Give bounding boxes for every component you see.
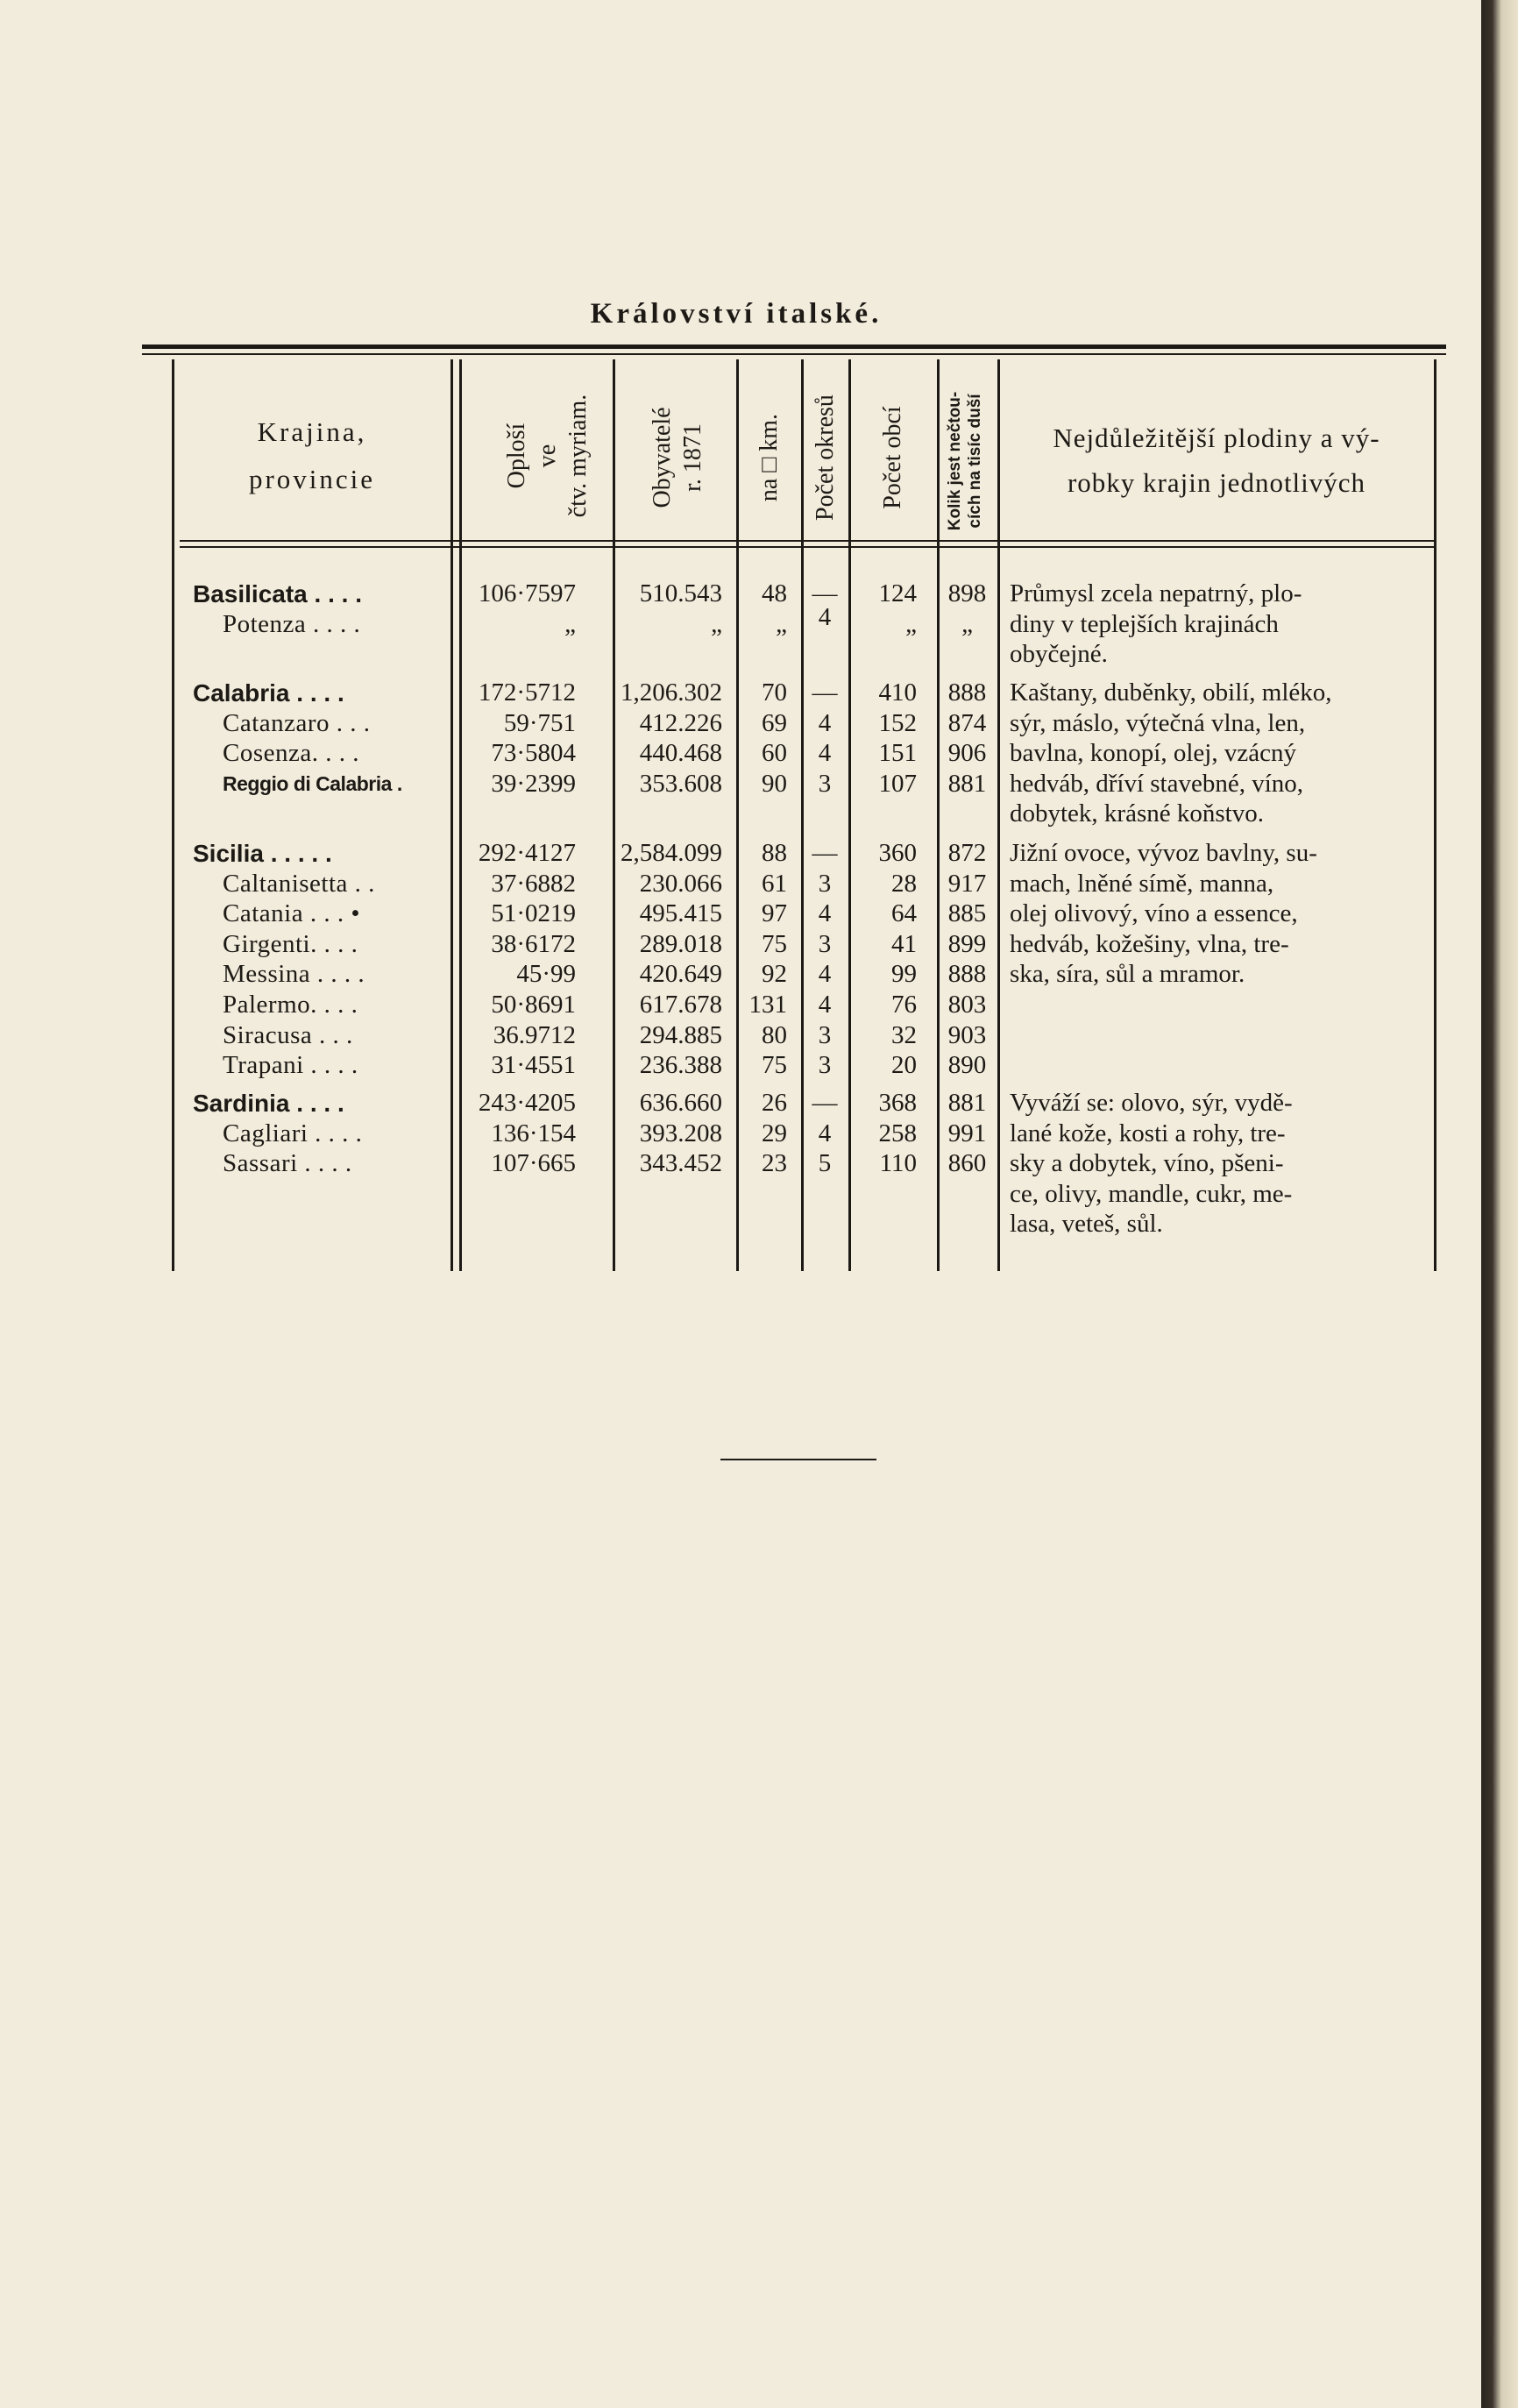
description-line: Kaštany, duběnky, obilí, mléko, bbox=[1010, 678, 1332, 707]
cell-municipalities: 99 bbox=[891, 960, 917, 989]
cell-population: 393.208 bbox=[639, 1119, 722, 1147]
cell-area: 292·4127 bbox=[478, 839, 576, 867]
province-name: Cosenza. . . . bbox=[223, 739, 359, 768]
description-line: ska, síra, sůl a mramor. bbox=[1010, 960, 1245, 988]
cell-area: 59·751 bbox=[503, 708, 576, 737]
cell-population: 230.066 bbox=[639, 869, 722, 898]
cell-area: „ bbox=[564, 609, 576, 638]
region-name: Basilicata . . . . bbox=[193, 580, 362, 607]
cell-illiterate: 888 bbox=[947, 678, 987, 707]
cell-area: 36.9712 bbox=[493, 1020, 576, 1049]
description-line: diny v teplejších krajinách bbox=[1010, 609, 1279, 638]
cell-population: 636.660 bbox=[639, 1089, 722, 1117]
header-population-line1: Obyvatelé bbox=[649, 407, 676, 508]
column-divider bbox=[450, 359, 453, 1271]
cell-density: 69 bbox=[762, 708, 787, 737]
cell-population: „ bbox=[711, 609, 722, 638]
column-divider bbox=[1434, 359, 1436, 1271]
description-line: mach, lněné símě, manna, bbox=[1010, 869, 1274, 898]
header-products-line1: Nejdůležitější plodiny a vý- bbox=[1053, 422, 1380, 453]
cell-density: 75 bbox=[762, 929, 787, 958]
cell-districts: 4 bbox=[818, 960, 832, 989]
cell-districts: 4 bbox=[818, 1119, 832, 1147]
cell-municipalities: 152 bbox=[878, 708, 917, 737]
cell-density: 75 bbox=[762, 1051, 787, 1080]
cell-area: 45·99 bbox=[516, 960, 576, 989]
cell-illiterate: 903 bbox=[947, 1020, 987, 1049]
cell-municipalities: 64 bbox=[891, 899, 917, 928]
cell-municipalities: 107 bbox=[878, 769, 917, 798]
cell-population: 412.226 bbox=[639, 708, 722, 737]
region-name: Sardinia . . . . bbox=[193, 1090, 344, 1117]
description-line: Průmysl zcela nepatrný, plo- bbox=[1010, 579, 1302, 607]
cell-districts: 3 bbox=[818, 769, 832, 798]
cell-area: 38·6172 bbox=[491, 929, 576, 958]
cell-municipalities: 360 bbox=[878, 839, 917, 867]
cell-population: 617.678 bbox=[639, 991, 722, 1019]
cell-density: 70 bbox=[762, 678, 787, 707]
cell-districts: 3 bbox=[818, 1051, 832, 1080]
cell-area: 136·154 bbox=[491, 1119, 576, 1147]
cell-population: 1,206.302 bbox=[621, 678, 722, 707]
cell-density: 48 bbox=[762, 579, 787, 607]
products-description bbox=[1010, 1088, 1429, 1240]
cell-districts: — bbox=[812, 579, 838, 607]
province-name: Catanzaro . . . bbox=[223, 708, 371, 737]
cell-municipalities: 76 bbox=[891, 991, 917, 1019]
cell-density: 88 bbox=[762, 839, 787, 867]
cell-illiterate: 874 bbox=[947, 708, 987, 737]
header-products-line2: robky krajin jednotlivých bbox=[1067, 467, 1366, 498]
description-line: ce, olivy, mandle, cukr, me- bbox=[1010, 1179, 1293, 1208]
cell-illiterate: 885 bbox=[947, 899, 987, 928]
cell-municipalities: 41 bbox=[891, 929, 917, 958]
header-area bbox=[501, 368, 592, 543]
description-line: lané kože, kosti a rohy, tre- bbox=[1010, 1119, 1286, 1147]
description-line: bavlna, konopí, olej, vzácný bbox=[1010, 739, 1296, 767]
cell-illiterate: 881 bbox=[947, 769, 987, 798]
cell-density: 60 bbox=[762, 739, 787, 768]
cell-population: 289.018 bbox=[639, 929, 722, 958]
cell-districts: — bbox=[812, 678, 838, 707]
cell-illiterate: 860 bbox=[947, 1149, 987, 1178]
products-description bbox=[1010, 579, 1429, 670]
cell-illiterate: 888 bbox=[947, 960, 987, 989]
province-name: Catania . . . • bbox=[223, 899, 360, 928]
cell-districts: 4 bbox=[818, 602, 832, 631]
cell-municipalities: 258 bbox=[878, 1119, 917, 1147]
cell-area: 50·8691 bbox=[491, 991, 576, 1019]
description-line: hedváb, kožešiny, vlna, tre- bbox=[1010, 929, 1289, 958]
cell-districts: — bbox=[812, 839, 838, 867]
end-rule bbox=[720, 1459, 876, 1460]
header-region-line1: Krajina, bbox=[257, 416, 367, 447]
cell-municipalities: „ bbox=[905, 609, 917, 638]
header-municipalities-text: Počet obcí bbox=[879, 406, 906, 509]
cell-municipalities: 110 bbox=[879, 1149, 917, 1178]
description-line: hedváb, dříví stavebné, víno, bbox=[1010, 769, 1304, 798]
cell-districts: 3 bbox=[818, 929, 832, 958]
province-name: Palermo. . . . bbox=[223, 991, 358, 1019]
header-rule-2 bbox=[180, 546, 1435, 548]
cell-municipalities: 124 bbox=[878, 579, 917, 607]
header-population-line2: r. 1871 bbox=[679, 423, 706, 492]
cell-municipalities: 368 bbox=[878, 1089, 917, 1117]
cell-density: 97 bbox=[762, 899, 787, 928]
cell-density: 26 bbox=[762, 1089, 787, 1117]
cell-area: 73·5804 bbox=[491, 739, 576, 768]
cell-population: 510.543 bbox=[639, 579, 722, 607]
header-region-line2: provincie bbox=[248, 464, 376, 494]
column-divider bbox=[172, 359, 174, 1271]
cell-density: „ bbox=[776, 609, 787, 638]
province-name: Siracusa . . . bbox=[223, 1020, 353, 1049]
cell-density: 92 bbox=[762, 960, 787, 989]
cell-population: 2,584.099 bbox=[621, 839, 722, 867]
cell-illiterate: 991 bbox=[947, 1119, 987, 1147]
region-name: Calabria . . . . bbox=[193, 679, 344, 707]
cell-population: 440.468 bbox=[639, 739, 722, 768]
province-name: Cagliari . . . . bbox=[223, 1119, 363, 1147]
cell-illiterate: 906 bbox=[947, 739, 987, 768]
cell-illiterate: 899 bbox=[947, 929, 987, 958]
cell-density: 131 bbox=[748, 991, 787, 1019]
cell-population: 294.885 bbox=[639, 1020, 722, 1049]
cell-population: 353.608 bbox=[639, 769, 722, 798]
column-divider bbox=[997, 359, 1000, 1271]
cell-districts: 5 bbox=[818, 1149, 832, 1178]
header-illiterate bbox=[946, 373, 988, 549]
header-illiterate-line1: Kolik jest nečtou- bbox=[946, 391, 964, 531]
cell-municipalities: 410 bbox=[878, 678, 917, 707]
cell-population: 236.388 bbox=[639, 1051, 722, 1080]
header-illiterate-line2: cích na tisíc duší bbox=[965, 394, 984, 529]
cell-districts: 4 bbox=[818, 991, 832, 1019]
description-line: obyčejné. bbox=[1010, 640, 1108, 668]
cell-districts: 3 bbox=[818, 1020, 832, 1049]
cell-illiterate: 803 bbox=[947, 991, 987, 1019]
cell-municipalities: 28 bbox=[891, 869, 917, 898]
province-name: Sassari . . . . bbox=[223, 1149, 352, 1178]
cell-population: 495.415 bbox=[639, 899, 722, 928]
description-line: Jižní ovoce, vývoz bavlny, su- bbox=[1010, 839, 1317, 867]
cell-area: 243·4205 bbox=[478, 1089, 576, 1117]
header-area-line1: Oploší bbox=[503, 423, 530, 489]
cell-area: 106·7597 bbox=[478, 579, 576, 607]
cell-illiterate: 898 bbox=[947, 579, 987, 607]
header-districts bbox=[810, 370, 840, 545]
header-population bbox=[647, 370, 706, 545]
header-districts-text: Počet okresů bbox=[812, 394, 839, 521]
cell-population: 420.649 bbox=[639, 960, 722, 989]
header-density bbox=[754, 370, 784, 545]
cell-municipalities: 20 bbox=[891, 1051, 917, 1080]
cell-districts: 3 bbox=[818, 869, 832, 898]
cell-density: 90 bbox=[762, 769, 787, 798]
cell-area: 39·2399 bbox=[491, 769, 576, 798]
cell-density: 23 bbox=[762, 1149, 787, 1178]
cell-illiterate: 917 bbox=[947, 869, 987, 898]
header-area-line3: čtv. myriam. bbox=[564, 394, 592, 518]
cell-districts: — bbox=[812, 1089, 838, 1117]
page-title: Království italské. bbox=[590, 298, 883, 330]
province-name: Potenza . . . . bbox=[223, 609, 361, 638]
province-name: Girgenti. . . . bbox=[223, 929, 358, 958]
description-line: lasa, veteš, sůl. bbox=[1010, 1210, 1163, 1238]
header-density-text: na □ km. bbox=[755, 413, 783, 502]
book-spine bbox=[1481, 0, 1518, 2408]
cell-area: 107·665 bbox=[491, 1149, 576, 1178]
header-rule bbox=[180, 540, 1435, 542]
cell-districts: 4 bbox=[818, 899, 832, 928]
cell-area: 31·4551 bbox=[491, 1051, 576, 1080]
products-description bbox=[1010, 678, 1429, 829]
cell-districts: 4 bbox=[818, 739, 832, 768]
cell-illiterate: 890 bbox=[947, 1051, 987, 1080]
cell-area: 172·5712 bbox=[478, 678, 576, 707]
description-line: sýr, máslo, výtečná vlna, len, bbox=[1010, 708, 1306, 737]
description-line: sky a dobytek, víno, pšeni- bbox=[1010, 1149, 1284, 1177]
products-description bbox=[1010, 838, 1429, 990]
top-rule-thick bbox=[142, 345, 1446, 349]
province-name: Caltanisetta . . bbox=[223, 869, 375, 898]
cell-density: 61 bbox=[762, 869, 787, 898]
province-name: Reggio di Calabria . bbox=[223, 771, 402, 795]
header-area-line2: ve bbox=[534, 444, 561, 468]
header-municipalities bbox=[877, 370, 907, 545]
cell-area: 51·0219 bbox=[491, 899, 576, 928]
description-line: dobytek, krásné koňstvo. bbox=[1010, 799, 1264, 828]
description-line: olej olivový, víno a essence, bbox=[1010, 899, 1298, 927]
province-name: Messina . . . . bbox=[223, 960, 365, 989]
description-line: Vyváží se: olovo, sýr, vydě- bbox=[1010, 1089, 1293, 1117]
cell-population: 343.452 bbox=[639, 1149, 722, 1178]
cell-illiterate: 872 bbox=[947, 839, 987, 867]
header-products bbox=[1001, 386, 1432, 535]
cell-area: 37·6882 bbox=[491, 869, 576, 898]
cell-density: 80 bbox=[762, 1020, 787, 1049]
cell-density: 29 bbox=[762, 1119, 787, 1147]
cell-municipalities: 151 bbox=[878, 739, 917, 768]
cell-illiterate: „ bbox=[961, 609, 973, 638]
cell-municipalities: 32 bbox=[891, 1020, 917, 1049]
cell-districts: 4 bbox=[818, 708, 832, 737]
top-rule-thin bbox=[142, 353, 1446, 355]
region-name: Sicilia . . . . . bbox=[193, 840, 332, 867]
header-region bbox=[175, 377, 449, 535]
province-name: Trapani . . . . bbox=[223, 1051, 358, 1080]
cell-illiterate: 881 bbox=[947, 1089, 987, 1117]
